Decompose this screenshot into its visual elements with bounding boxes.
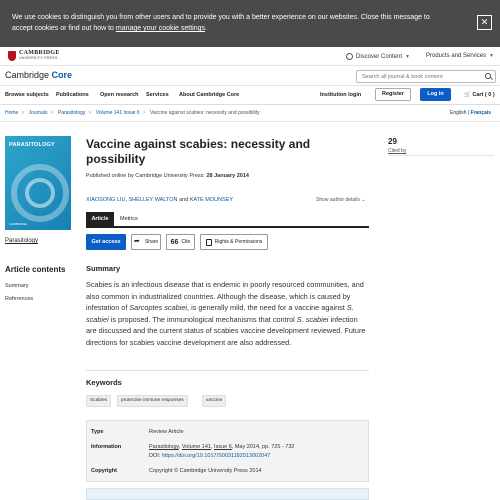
register-button[interactable]: Register bbox=[375, 88, 411, 101]
article-title: Vaccine against scabies: necessity and possibility bbox=[86, 137, 311, 166]
tabs-underline bbox=[86, 226, 369, 228]
lang-french[interactable]: Français bbox=[470, 110, 492, 116]
toc-item-references[interactable]: References bbox=[5, 296, 34, 302]
information-value: Parasitology, Volume 141, Issue 6, May 2014, pp. 725 - 732 DOI: https://doi.org/10.1017/S0031182013002047 bbox=[149, 444, 295, 459]
author-link[interactable]: XIAOSONG LIU bbox=[86, 197, 126, 203]
cited-count: 29 bbox=[388, 137, 397, 146]
summary-heading: Summary bbox=[86, 264, 121, 273]
information-label: Information bbox=[91, 444, 122, 450]
login-button[interactable]: Log in bbox=[420, 88, 451, 101]
nav-about[interactable]: About Cambridge Core bbox=[179, 92, 240, 98]
publisher-bar bbox=[0, 47, 500, 66]
type-value: Review Article bbox=[149, 429, 184, 435]
published-line: Published online by Cambridge University Press: 28 January 2014 bbox=[86, 173, 249, 179]
breadcrumb-home[interactable]: Home bbox=[5, 110, 19, 116]
share-button[interactable]: ➦ Share bbox=[131, 234, 161, 250]
search-input[interactable]: Search all journal & book content bbox=[356, 70, 496, 83]
toc-item-summary[interactable]: Summary bbox=[5, 283, 29, 289]
copyright-label: Copyright bbox=[91, 468, 117, 474]
divider bbox=[86, 370, 369, 371]
show-author-details[interactable]: Show author details ⌄ bbox=[316, 197, 366, 203]
author-list: XIAOSONG LIU, SHELLEY WALTON and KATE MOUNSEY bbox=[86, 197, 234, 203]
toc-heading: Article contents bbox=[5, 265, 66, 274]
get-access-button[interactable]: Get access bbox=[86, 234, 126, 250]
cookie-banner bbox=[0, 0, 500, 47]
journal-link[interactable]: Parasitology bbox=[5, 238, 39, 244]
compass-icon bbox=[346, 53, 353, 60]
chevron-down-icon: ▼ bbox=[405, 53, 410, 60]
summary-text: Scabies is an infectious disease that is endemic in poorly resourced communities, and also common in industrialized countries. Although the disease, which is caused by infestation of Sarcoptes scabiei, is generally mild, the need for a vaccine against S. scabiei is proposed. The immunological mechanisms that control S. scabiei infection are discussed and the current status of scabies vaccine development reviewed. Future directions for scabies vaccine development are also addressed. bbox=[86, 280, 366, 347]
nav-open-research[interactable]: Open research bbox=[100, 92, 139, 98]
search-icon[interactable] bbox=[485, 73, 491, 79]
breadcrumb: Home > Journals > Parasitology > Volume 141 Issue 6 > Vaccine against scabies: necessity and possibility bbox=[5, 110, 260, 116]
journal-citation-link[interactable]: Parasitology bbox=[149, 444, 179, 450]
close-icon[interactable]: ✕ bbox=[477, 15, 492, 30]
share-icon bbox=[134, 239, 142, 245]
volume-link[interactable]: Volume 141 bbox=[181, 444, 211, 450]
divider bbox=[0, 121, 500, 122]
nav-services[interactable]: Services bbox=[146, 92, 169, 98]
cover-swirl-inner bbox=[25, 178, 55, 208]
shield-icon bbox=[8, 51, 16, 61]
cambridge-core-logo[interactable]: Cambridge Core bbox=[5, 70, 73, 80]
cookie-settings-link[interactable]: manage your cookie settings bbox=[115, 25, 206, 32]
breadcrumb-current: Vaccine against scabies: necessity and possibility bbox=[149, 110, 260, 116]
author-link[interactable]: KATE MOUNSEY bbox=[189, 197, 234, 203]
cookie-message: We use cookies to distinguish you from other users and to provide you with a better experience on our websites. Close this message to accept cookies or find out how to manage your cookie settings. bbox=[12, 14, 430, 32]
doi-link[interactable]: https://doi.org/10.1017/S0031182013002047 bbox=[161, 453, 271, 459]
breadcrumb-issue[interactable]: Volume 141 Issue 6 bbox=[95, 110, 140, 116]
cited-by-link[interactable]: Cited by bbox=[388, 148, 407, 154]
discover-content-menu[interactable]: Discover Content ▼ bbox=[346, 53, 410, 60]
chevron-down-icon: ▼ bbox=[489, 53, 494, 59]
access-options-box bbox=[86, 488, 369, 500]
tab-article[interactable]: Article bbox=[86, 212, 114, 226]
nav-browse-subjects[interactable]: Browse subjects bbox=[5, 92, 49, 98]
chevron-down-icon: ⌄ bbox=[361, 197, 366, 203]
breadcrumb-journals[interactable]: Journals bbox=[28, 110, 48, 116]
divider bbox=[388, 155, 494, 156]
issue-link[interactable]: Issue 6 bbox=[214, 444, 232, 450]
copyright-value: Copyright © Cambridge University Press 2014 bbox=[149, 468, 262, 474]
cart-icon: 🛒 bbox=[464, 92, 471, 98]
institution-login-link[interactable]: Institution login bbox=[320, 92, 362, 98]
cart-link[interactable]: 🛒 Cart ( 0 ) bbox=[464, 92, 495, 98]
keyword-tag[interactable]: protective immune responses bbox=[117, 395, 188, 407]
cite-button[interactable]: 66 Cite bbox=[166, 234, 195, 250]
products-services-menu[interactable]: Products and Services ▼ bbox=[426, 53, 494, 59]
keyword-tag[interactable]: Scabies bbox=[86, 395, 111, 407]
keyword-tag[interactable]: vaccine bbox=[202, 395, 226, 407]
language-switch: English | Français bbox=[450, 110, 492, 116]
tab-metrics[interactable]: Metrics bbox=[120, 216, 138, 222]
document-icon bbox=[206, 239, 212, 246]
lang-english[interactable]: English bbox=[450, 110, 467, 116]
nav-publications[interactable]: Publications bbox=[56, 92, 89, 98]
cambridge-logo[interactable]: CAMBRIDGE UNIVERSITY PRESS bbox=[8, 51, 60, 61]
rights-permissions-button[interactable]: Rights & Permissions bbox=[200, 234, 268, 250]
type-label: Type bbox=[91, 429, 104, 435]
quote-icon: 66 bbox=[170, 238, 179, 246]
keywords-heading: Keywords bbox=[86, 378, 122, 387]
author-link[interactable]: SHELLEY WALTON bbox=[128, 197, 178, 203]
journal-cover[interactable]: PARASITOLOGY CAMBRIDGE bbox=[5, 136, 71, 230]
breadcrumb-journal[interactable]: Parasitology bbox=[57, 110, 86, 116]
